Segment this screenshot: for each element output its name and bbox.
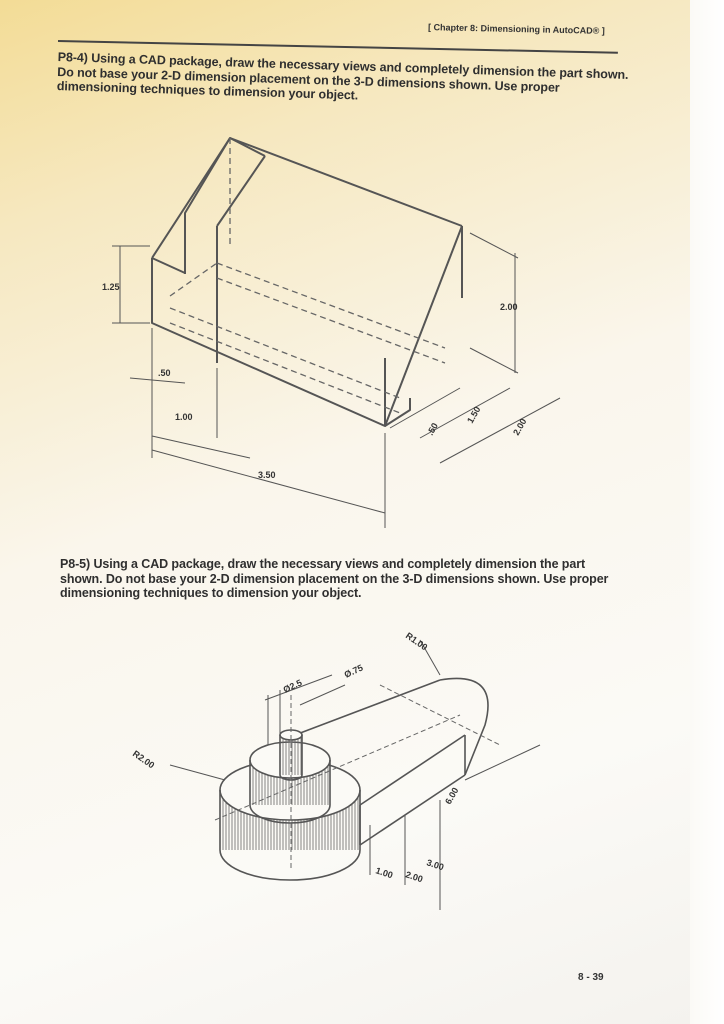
slot-edge (217, 156, 265, 226)
problem-text: Using a CAD package, draw the necessary views and completely dimension the part shown. Do not base your 2-D dimension placement on the 3-D dimensions shown. Use proper dimensioning techniques to dimension your object. (56, 51, 629, 103)
figure-p8-4-drawing (90, 118, 610, 538)
hidden-line (170, 308, 400, 398)
figure-p8-4 (90, 118, 610, 538)
dim-label-dist-a: 1.00 (374, 865, 395, 881)
dim-line-slot (130, 378, 185, 383)
dimension-lines (170, 640, 540, 910)
dim-line-length (465, 745, 540, 780)
figure-p8-5 (120, 615, 580, 925)
problem-p8-5 (60, 557, 630, 601)
arm-top-edge (295, 680, 440, 735)
arm-base-edge (360, 775, 465, 845)
dim-label-depth-a: .50 (425, 421, 440, 437)
dim-line-dia-hole (300, 685, 345, 705)
dim-line-length (152, 450, 385, 513)
dim-label-radius-top: R1.00 (403, 630, 430, 653)
dim-label-depth-b: 1.50 (465, 404, 483, 425)
dim-line-offset (152, 436, 250, 458)
dimension-lines (112, 233, 560, 528)
dim-label-slot: .50 (158, 368, 171, 378)
arm-end-arc (440, 678, 488, 775)
extension-line (470, 348, 518, 373)
dim-label-height-left: 1.25 (102, 282, 120, 292)
dim-label-radius-left: R2.00 (130, 748, 157, 771)
hidden-line (170, 323, 400, 413)
dim-label-length: 6.00 (443, 785, 461, 806)
dim-label-dist-b: 2.00 (404, 869, 425, 885)
leader-radius-left (170, 765, 225, 780)
problem-text: Using a CAD package, draw the necessary views and completely dimension the part shown. Do not base your 2-D dimension placement on the 3-D dimensions shown. Use proper dimensioning techniques to dimension your object. (60, 557, 609, 600)
page-number: 8 - 39 (578, 972, 604, 983)
figure-p8-5-drawing (120, 615, 580, 925)
dim-label-offset: 1.00 (175, 412, 193, 422)
hidden-line (217, 263, 445, 348)
dim-label-depth-c: 2.00 (511, 416, 529, 437)
chapter-header: [ Chapter 8: Dimensioning in AutoCAD® ] (427, 22, 605, 36)
front-face-edge (152, 258, 385, 426)
top-left-edge (152, 138, 265, 273)
hidden-line (170, 263, 217, 296)
problem-id: P8-4) (57, 50, 89, 65)
hidden-lines (170, 138, 445, 413)
part-outline (152, 138, 462, 426)
page-edge (690, 0, 724, 1024)
slope-edge-left (152, 138, 230, 258)
center-line (380, 685, 500, 745)
dim-label-dia-hole: Ø.75 (342, 662, 365, 680)
dim-label-height-right: 2.00 (500, 302, 518, 312)
problem-p8-4 (57, 50, 638, 112)
extension-line (470, 233, 518, 258)
dim-label-dist-c: 3.00 (425, 857, 446, 873)
dim-line-depth-c (440, 398, 560, 463)
problem-id: P8-5) (60, 557, 91, 571)
ridge-edge (230, 138, 462, 226)
dim-label-dia-shaft: Ø2.5 (281, 677, 304, 695)
hidden-line (217, 278, 445, 363)
dim-label-length: 3.50 (258, 470, 276, 480)
